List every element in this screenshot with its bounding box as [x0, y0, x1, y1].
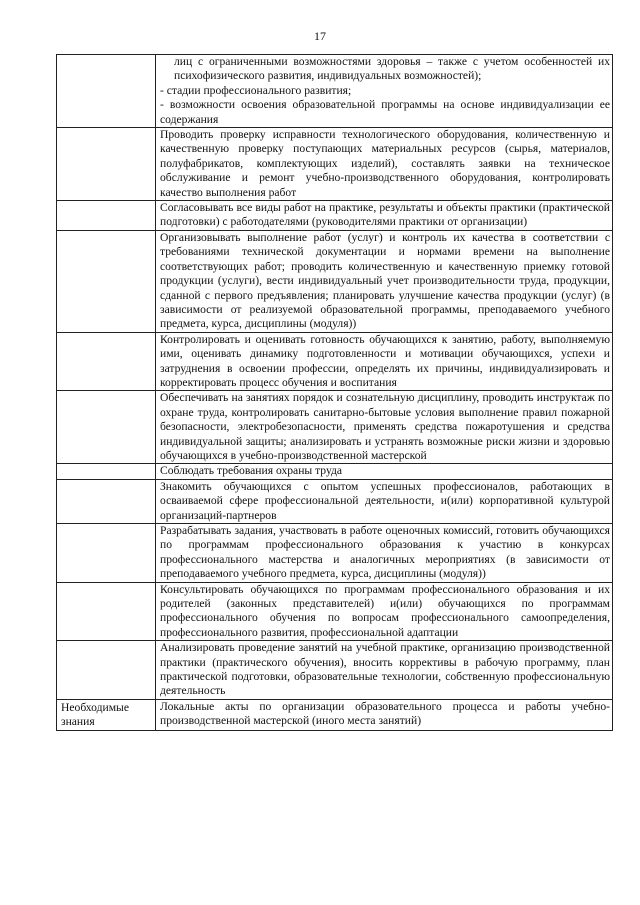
row-content	[156, 201, 613, 231]
row-label	[57, 332, 156, 391]
requirements-table	[56, 54, 613, 731]
table-row	[57, 128, 613, 201]
row-content	[156, 332, 613, 391]
row-label	[57, 391, 156, 464]
paragraph: Организовывать выполнение работ (услуг) и контроль их качества в соответствии с требованиями технической документации и нормами времени на выполнение соответствующих работ; проводить количественную и качественную приемку готовой продукции (услуги), вести индивидуальный учет производительности труда, продукции, сданной с первого предъявления; планировать улучшение качества продукции (услуг) (в зависимости от реализуемой образовательной программы, преподаваемого учебного предмета, курса, дисциплины (модуля))	[160, 230, 610, 331]
table-row	[57, 55, 613, 128]
table-row	[57, 391, 613, 464]
paragraph: Знакомить обучающихся с опытом успешных профессионалов, работающих в осваиваемой сфере профессиональной деятельности, и(или) корпоративной культурой организаций-партнеров	[160, 479, 610, 522]
row-content	[156, 479, 613, 523]
table-row	[57, 201, 613, 231]
row-content	[156, 128, 613, 201]
row-content	[156, 582, 613, 641]
row-label	[57, 464, 156, 479]
paragraph: Локальные акты по организации образовательного процесса и работы учебно-производственной мастерской (иного места занятий)	[160, 699, 610, 728]
row-content	[156, 391, 613, 464]
row-label	[57, 641, 156, 700]
table-row	[57, 524, 613, 583]
paragraph: лиц с ограниченными возможностями здоровья – также с учетом особенностей их психофизического развития, индивидуальных возможностей);	[174, 55, 610, 83]
row-label	[57, 55, 156, 128]
row-label	[57, 201, 156, 231]
paragraph: Контролировать и оценивать готовность обучающихся к занятию, работу, выполняемую ими, оценивать динамику подготовленности и мотивации обучающихся, успехи и затруднения в освоении профессии, определять их причины, индивидуализировать и корректировать процесс обучения и воспитания	[160, 332, 610, 389]
table-row	[57, 479, 613, 523]
row-content	[156, 641, 613, 700]
row-label	[57, 582, 156, 641]
table-row	[57, 699, 613, 730]
table-row	[57, 230, 613, 332]
paragraph: Соблюдать требования охраны труда	[160, 464, 343, 478]
row-content	[156, 524, 613, 583]
row-label	[57, 479, 156, 523]
table-row	[57, 641, 613, 700]
paragraph: - возможности освоения образовательной программы на основе индивидуализации ее содержания	[160, 98, 610, 126]
row-content	[156, 230, 613, 332]
row-content	[156, 464, 613, 479]
row-label	[57, 524, 156, 583]
paragraph: Консультировать обучающихся по программам профессионального образования и их родителей (законных представителей) и(или) обучающихся по программам профессионального обучения по вопросам профессионального самоопределения, профессионального развития, профессиональной адаптации	[160, 582, 610, 639]
row-label	[57, 128, 156, 201]
table-row	[57, 464, 613, 479]
paragraph: Проводить проверку исправности технологического оборудования, количественную и качественную проверку поступающих материальных ресурсов (сырья, материалов, полуфабрикатов, комплектующих изделий), составлять заявки на техническое обслуживание и ремонт учебно-производственного оборудования, контролировать качество выполнения работ	[160, 128, 610, 199]
table-row	[57, 582, 613, 641]
table-row	[57, 332, 613, 391]
row-content	[156, 55, 613, 128]
paragraph: Согласовывать все виды работ на практике, результаты и объекты практики (практической подготовки) с работодателями (руководителями практики от организации)	[160, 201, 610, 229]
paragraph: Разрабатывать задания, участвовать в работе оценочных комиссий, готовить обучающихся по программам профессионального образования к участию в конкурсах профессионального мастерства и аналогичных мероприятиях (в зависимости от преподаваемого учебного предмета, курса, дисциплины (модуля))	[160, 524, 610, 581]
row-label-necessary-knowledge: Необходимые знания	[57, 699, 156, 730]
row-label	[57, 230, 156, 332]
row-content	[156, 699, 613, 730]
paragraph: Обеспечивать на занятиях порядок и сознательную дисциплину, проводить инструктаж по охране труда, контролировать санитарно-бытовые условия выполнение правил пожарной безопасности, электробезопасности, применять средства пожаротушения и средства индивидуальной защиты; анализировать и устранять возможные риски жизни и здоровью обучающихся в учебно-производственной мастерской	[160, 391, 610, 462]
page-number: 17	[314, 29, 326, 43]
paragraph: - стадии профессионального развития;	[160, 83, 352, 97]
paragraph: Анализировать проведение занятий на учебной практике, организацию производственной практики (практического обучения), вносить коррективы в рабочую программу, план практической подготовки, образовательные технологии, собственную профессиональную деятельность	[160, 641, 610, 698]
